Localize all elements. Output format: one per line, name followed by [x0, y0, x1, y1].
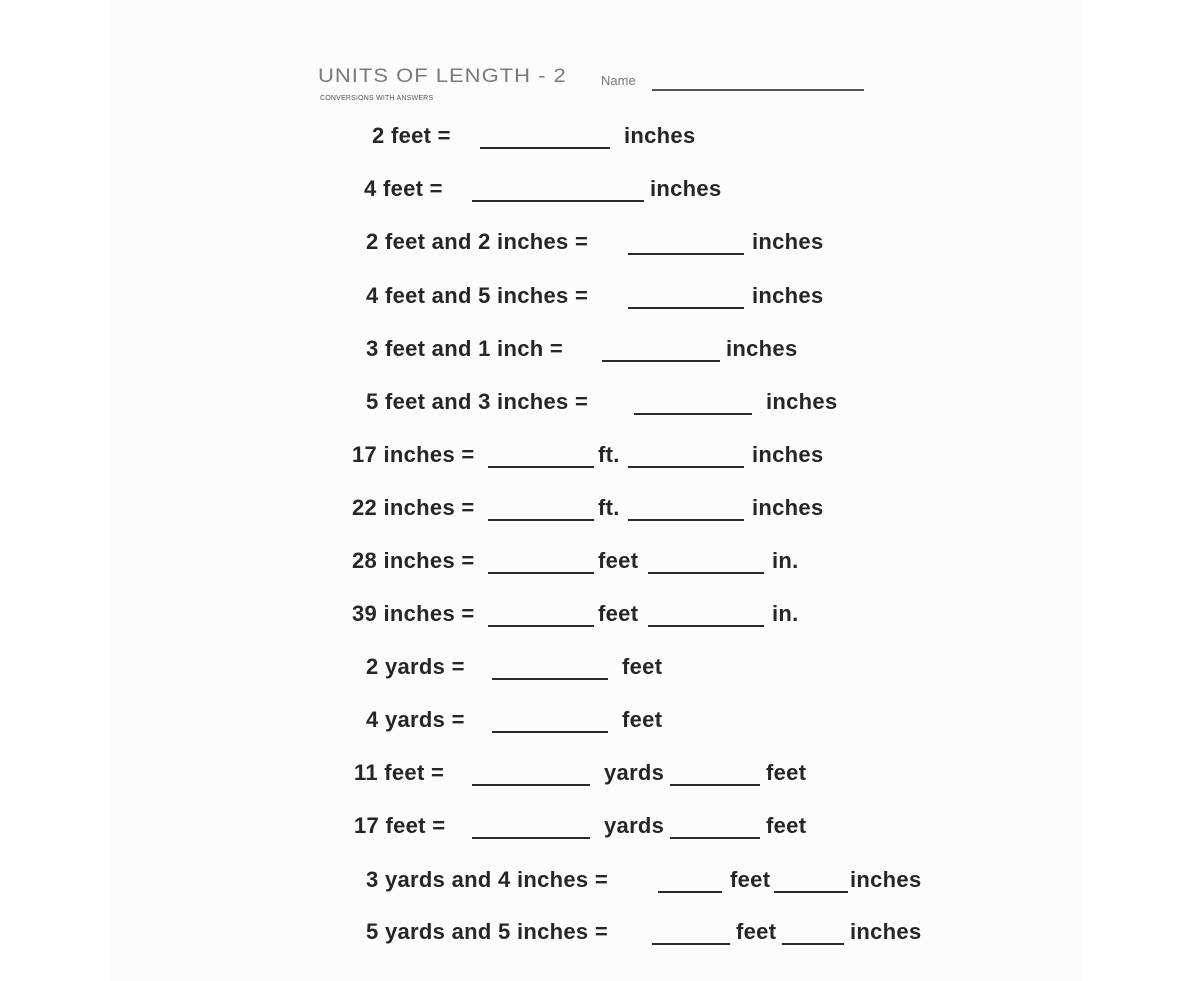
problem-prompt: 5 feet and 3 inches =: [366, 389, 589, 414]
unit-label: feet: [622, 707, 663, 732]
unit-label: inches: [766, 389, 838, 414]
problem-prompt: 3 yards and 4 inches =: [366, 867, 608, 892]
unit-label: feet: [766, 760, 807, 785]
answer-blank[interactable]: [488, 466, 594, 468]
unit-label: inches: [752, 495, 824, 520]
unit-label: feet: [598, 548, 639, 573]
unit-label: ft.: [598, 442, 620, 467]
answer-blank[interactable]: [488, 572, 594, 574]
answer-blank[interactable]: [472, 200, 644, 202]
answer-blank[interactable]: [628, 307, 744, 309]
answer-blank[interactable]: [628, 519, 744, 521]
answer-blank[interactable]: [782, 943, 844, 945]
unit-label: inches: [850, 919, 922, 944]
unit-label: inches: [752, 283, 824, 308]
unit-label: yards: [604, 813, 665, 838]
answer-blank[interactable]: [472, 837, 590, 839]
unit-label: inches: [752, 229, 824, 254]
unit-label: feet: [730, 867, 771, 892]
answer-blank[interactable]: [488, 519, 594, 521]
answer-blank[interactable]: [670, 837, 760, 839]
worksheet-subtitle: CONVERSIONS WITH ANSWERS: [320, 95, 434, 102]
unit-label: inches: [752, 442, 824, 467]
problem-prompt: 4 feet =: [364, 176, 443, 201]
name-label: Name: [601, 73, 636, 88]
unit-label: feet: [766, 813, 807, 838]
answer-blank[interactable]: [488, 625, 594, 627]
answer-blank[interactable]: [628, 253, 744, 255]
unit-label: in.: [772, 601, 799, 626]
problem-prompt: 39 inches =: [352, 601, 475, 626]
answer-blank[interactable]: [472, 784, 590, 786]
answer-blank[interactable]: [648, 572, 764, 574]
unit-label: inches: [850, 867, 922, 892]
unit-label: feet: [622, 654, 663, 679]
unit-label: in.: [772, 548, 799, 573]
answer-blank[interactable]: [480, 147, 610, 149]
problem-prompt: 17 feet =: [354, 813, 446, 838]
problem-prompt: 17 inches =: [352, 442, 475, 467]
problem-prompt: 11 feet =: [354, 760, 445, 785]
unit-label: inches: [650, 176, 722, 201]
problem-prompt: 28 inches =: [352, 548, 475, 573]
problem-prompt: 2 feet and 2 inches =: [366, 229, 589, 254]
answer-blank[interactable]: [658, 891, 722, 893]
unit-label: ft.: [598, 495, 620, 520]
worksheet-title: UNITS OF LENGTH - 2: [318, 64, 567, 87]
problem-prompt: 22 inches =: [352, 495, 475, 520]
problem-prompt: 4 feet and 5 inches =: [366, 283, 589, 308]
problem-prompt: 2 feet =: [372, 123, 451, 148]
answer-blank[interactable]: [602, 360, 720, 362]
unit-label: inches: [624, 123, 696, 148]
problem-prompt: 5 yards and 5 inches =: [366, 919, 608, 944]
problem-prompt: 2 yards =: [366, 654, 465, 679]
problem-prompt: 3 feet and 1 inch =: [366, 336, 564, 361]
answer-blank[interactable]: [492, 731, 608, 733]
answer-blank[interactable]: [652, 943, 730, 945]
answer-blank[interactable]: [648, 625, 764, 627]
unit-label: yards: [604, 760, 665, 785]
answer-blank[interactable]: [628, 466, 744, 468]
answer-blank[interactable]: [774, 891, 848, 893]
unit-label: feet: [736, 919, 777, 944]
answer-blank[interactable]: [670, 784, 760, 786]
unit-label: feet: [598, 601, 639, 626]
name-field[interactable]: [652, 89, 864, 91]
problem-prompt: 4 yards =: [366, 707, 465, 732]
answer-blank[interactable]: [492, 678, 608, 680]
unit-label: inches: [726, 336, 798, 361]
answer-blank[interactable]: [634, 413, 752, 415]
